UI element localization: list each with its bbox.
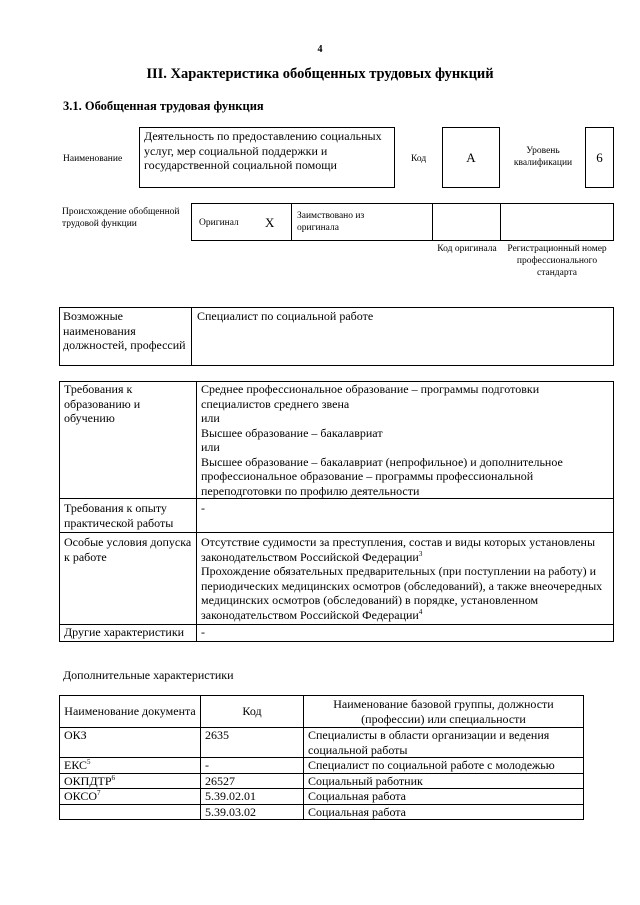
extra-row	[60, 773, 584, 789]
footnote-ref: 5	[87, 758, 91, 766]
req-line: -	[201, 501, 205, 515]
req-value	[197, 533, 614, 625]
origin-original-mark: X	[265, 215, 275, 230]
req-line: Среднее профессиональное образование – программы подготовки специалистов среднего звена	[201, 382, 540, 411]
extra-name: Социальная работа	[304, 789, 584, 805]
extra-doc	[60, 758, 201, 774]
req-line: -	[201, 625, 205, 639]
req-line: Высшее образование – бакалавриат	[201, 425, 383, 440]
extra-name: Специалисты в области организации и ведения социальной работы	[304, 728, 584, 758]
req-line-text: Прохождение обязательных предварительных (при поступлении на работу) и периодических медицинских осмотров (обследований), а также внеочередных медицинских осмотров (обследований) в порядке, установленном законодательством Российской Федерации	[201, 564, 603, 622]
footnote-ref: 7	[97, 789, 101, 797]
extra-row	[60, 758, 584, 774]
doc-name: ОКПДТР	[64, 773, 112, 788]
extra-doc	[60, 728, 201, 758]
function-code-value: А	[466, 149, 476, 165]
footnote-ref: 6	[111, 773, 116, 782]
footnote-ref: 3	[418, 549, 423, 558]
origin-code-box	[432, 203, 501, 241]
extra-code: 5.39.03.02	[201, 804, 304, 820]
origin-borrowed-box	[291, 203, 433, 241]
origin-label: Происхождение обобщенной трудовой функции	[62, 207, 180, 229]
positions-label: Возможные наименования должностей, профессий	[63, 309, 186, 352]
origin-reg-box	[500, 203, 614, 241]
req-line: или	[201, 440, 220, 454]
req-value	[197, 382, 614, 499]
extra-doc	[60, 789, 201, 805]
positions-value: Специалист по социальной работе	[197, 309, 374, 323]
function-name-value: Деятельность по предоставлению социальных услуг, мер социальной поддержки и государственной социальной помощи	[144, 129, 382, 172]
origin-original-box	[191, 203, 292, 241]
function-name-label: Наименование	[63, 154, 123, 164]
req-label: Другие характеристики	[60, 625, 197, 642]
origin-original-label: Оригинал	[199, 218, 239, 228]
req-row-experience	[60, 499, 614, 533]
extra-header: Наименование документа	[60, 696, 201, 728]
extra-name: Специалист по социальной работе с молодежью	[304, 758, 584, 774]
extra-row	[60, 804, 584, 820]
extra-name: Социальная работа	[304, 804, 584, 820]
extra-doc	[60, 804, 201, 820]
extra-code: -	[201, 758, 304, 774]
subsection-title: 3.1. Обобщенная трудовая функция	[63, 99, 264, 113]
req-line: Высшее образование – бакалавриат (непрофильное) и дополнительное профессиональное образование – программы профессиональной переподготовки по профилю деятельности	[201, 454, 563, 498]
extra-header: Код	[201, 696, 304, 728]
extra-code: 26527	[201, 773, 304, 789]
doc-name: ОКЗ	[64, 728, 87, 742]
origin-reg-caption: Регистрационный номер профессионального стандарта	[507, 244, 607, 278]
req-value	[197, 625, 614, 642]
req-line-text: Отсутствие судимости за преступления, состав и виды которых установлены законодательством Российской Федерации	[201, 535, 596, 564]
positions-divider	[191, 307, 192, 366]
req-row-other	[60, 625, 614, 642]
req-row-special	[60, 533, 614, 625]
origin-code-caption: Код оригинала	[437, 244, 497, 254]
extra-header-row	[60, 696, 584, 728]
req-line	[201, 564, 609, 622]
function-name-box	[139, 127, 395, 188]
doc-name: ЕКС	[64, 758, 88, 772]
function-level-label: Уровень квалификации	[513, 146, 573, 168]
req-row-education	[60, 382, 614, 499]
function-level-box	[585, 127, 614, 188]
req-label: Требования к опыту практической работы	[60, 499, 197, 533]
function-level-value: 6	[596, 149, 603, 165]
doc-name: ОКСО	[64, 789, 98, 803]
req-line: или	[201, 411, 220, 425]
origin-borrowed-label: Заимствовано из оригинала	[297, 211, 365, 233]
function-code-label: Код	[411, 154, 427, 164]
extra-name: Социальный работник	[304, 773, 584, 789]
extra-code: 5.39.02.01	[201, 789, 304, 805]
extra-header: Наименование базовой группы, должности (профессии) или специальности	[304, 696, 584, 728]
req-label: Особые условия допуска к работе	[60, 533, 197, 625]
section-title: III. Характеристика обобщенных трудовых функций	[146, 66, 494, 82]
req-label: Требования к образованию и обучению	[60, 382, 197, 499]
req-line	[201, 535, 609, 564]
extra-doc	[60, 773, 201, 789]
page-number: 4	[317, 44, 323, 55]
extra-title: Дополнительные характеристики	[63, 668, 234, 682]
footnote-ref: 4	[418, 607, 423, 616]
requirements-table	[59, 381, 614, 642]
req-value	[197, 499, 614, 533]
function-code-box	[442, 127, 500, 188]
positions-box	[59, 307, 614, 366]
extra-table	[59, 695, 584, 820]
extra-code: 2635	[201, 728, 304, 758]
extra-row	[60, 789, 584, 805]
extra-row	[60, 728, 584, 758]
